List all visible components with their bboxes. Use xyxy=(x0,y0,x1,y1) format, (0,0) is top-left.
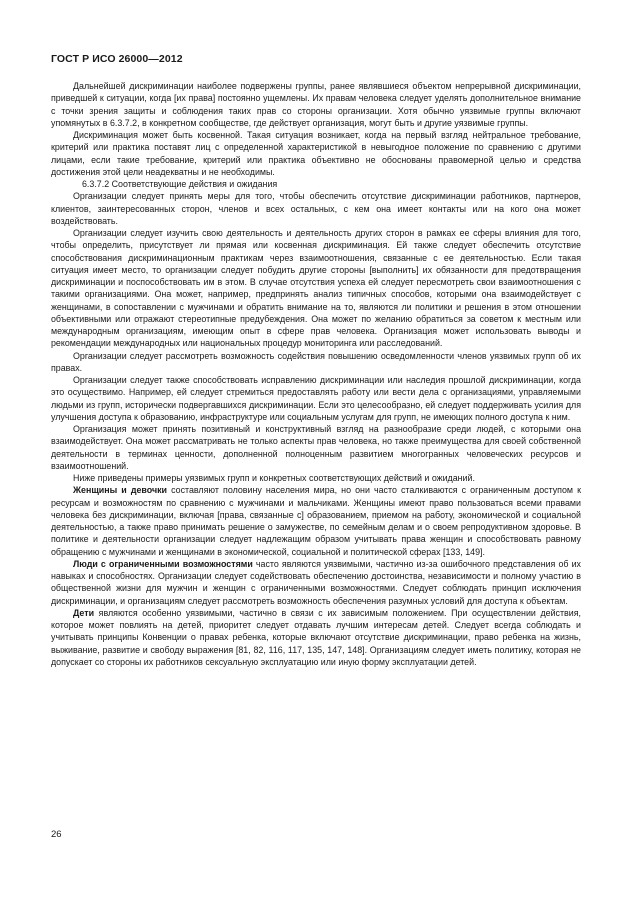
document-body xyxy=(51,80,581,668)
paragraph: Ниже приведены примеры уязвимых групп и конкретных соответствующих действий и ожиданий. xyxy=(73,473,475,483)
section-heading: 6.3.7.2 Соответствующие действия и ожидания xyxy=(82,179,278,189)
paragraph-children xyxy=(51,607,581,668)
paragraph-lead: Люди с ограниченными возможностями xyxy=(73,558,253,569)
paragraph-text: составляют половину населения мира, но они часто сталкиваются с ограниченным доступом к ресурсам и возможностям по сравнению с мужчинами и мальчиками. Женщины имеют право пользоваться всеми правами человека без дискриминации, включая [права, связанные с] образованием, приемом на работу, экономической и социальной деятельностью, а также право принимать решение о замужестве, по семейным делам и о своем репродуктивном здоровье. В политике и деятельности организации следует надлежащим образом учитывать права женщин и способствовать равному обращению с мужчинами и женщинами в экономической, социальной и политической сферах [133, 149]. xyxy=(51,485,581,557)
document-header: ГОСТ Р ИСО 26000—2012 xyxy=(51,53,183,65)
paragraph-disabled xyxy=(51,558,581,607)
paragraph: Организации следует также способствовать исправлению дискриминации или наследия прошлой дискриминации, когда это осуществимо. Например, ей следует стремиться предоставлять работу или вести дела с организациями, управляемыми людьми из групп, исторически подвергавшихся дискриминации. Если это целесообразно, ей следует поддерживать усилия для улучшения доступа к образованию, инфраструктуре или социальным услугам для групп, не имеющих полного доступа к ним. xyxy=(51,375,581,422)
paragraph: Дальнейшей дискриминации наиболее подвержены группы, ранее являвшиеся объектом непрерывной дискриминации, приведшей к ситуации, когда [их права] постоянно ущемлены. Их правам человека следует уделять дополнительное внимание с точки зрения защиты и соблюдения таких прав со стороны организации. Хотя обычно уязвимые группы включают упомянутых в 6.3.7.2, в конкретном сообществе, где действует организация, могут быть и другие уязвимые группы. xyxy=(51,81,581,128)
paragraph-text: часто являются уязвимыми, частично из-за ошибочного представления об их навыках и способностях. Организации следует содействовать обеспечению достоинства, независимости и полному участию в общественной жизни для мужчин и женщин с ограниченными возможностями. Следует соблюдать принцип исключения дискриминации, и организациям следует рассмотреть возможность обеспечения разумных условий для доступа к объектам. xyxy=(51,558,581,606)
paragraph-lead: Дети xyxy=(73,607,95,618)
paragraph-text: являются особенно уязвимыми, частично в связи с их зависимым положением. При осуществлении действия, которое может повлиять на детей, приоритет следует отдавать лучшим интересам детей. Следует всегда соблюдать и учитывать принципы Конвенции о правах ребенка, которые включают отсутствие дискриминации, право ребенка на жизнь, выживание, развитие и свободу выражения [81, 82, 116, 117, 135, 147, 148]. Организациям следует иметь политику, которая не допускает со стороны их работников сексуальную эксплуатацию или иную форму эксплуатации детей. xyxy=(51,607,581,667)
paragraph: Организации следует рассмотреть возможность содействия повышению осведомленности членов уязвимых групп об их правах. xyxy=(51,350,581,373)
paragraph: Дискриминация может быть косвенной. Такая ситуация возникает, когда на первый взгляд нейтральное требование, критерий или практика поставят лиц с определенной характеристикой в невыгодное положение по сравнению с другими лицами, если такие требование, критерий или практика объективно не обоснованы правомерной целью и средства достижения этой цели неадекватны и не необходимы. xyxy=(51,130,581,177)
paragraph-women xyxy=(51,484,581,558)
paragraph: Организации следует изучить свою деятельность и деятельность других сторон в рамках ее сферы влияния для того, чтобы определить, присутствует ли прямая или косвенная дискриминация. Ей также следует обеспечить отсутствие способствования дискриминационным практикам через взаимоотношения, связанные с ее деятельностью. Если такая ситуация имеет место, то организации следует побудить другие стороны [выполнить] их обязанности для предотвращения дискриминации и поспособствовать им в этом. В случае отсутствия успеха ей следует пересмотреть свои взаимоотношения с такими организациями. Она может, например, предпринять анализ типичных способов, которыми она взаимодействует с женщинами, в сопоставлении с мужчинами и обратить внимание на то, являются ли политики и решения в этом отношении объективными или отражают стереотипные предубеждения. Она может по желанию обратиться за советом к местным или международным организациям, имеющим опыт в сфере прав человека. Организация может использовать выводы и рекомендации международных или национальных процедур мониторинга или расследований. xyxy=(51,228,581,349)
paragraph-lead: Женщины и девочки xyxy=(73,485,168,496)
paragraph: Организации следует принять меры для того, чтобы обеспечить отсутствие дискриминации работников, партнеров, клиентов, заинтересованных сторон, членов и всех остальных, с кем она имеет контакты или на кого она может воздействовать. xyxy=(51,191,581,226)
paragraph: Организация может принять позитивный и конструктивный взгляд на разнообразие среди людей, с которыми она взаимодействует. Она может рассматривать не только аспекты прав человека, но также преимущества для своей собственной деятельности в терминах ценности, дополненной полноценным развитием многогранных человеческих ресурсов и взаимоотношений. xyxy=(51,424,581,471)
page-number: 26 xyxy=(51,829,62,840)
